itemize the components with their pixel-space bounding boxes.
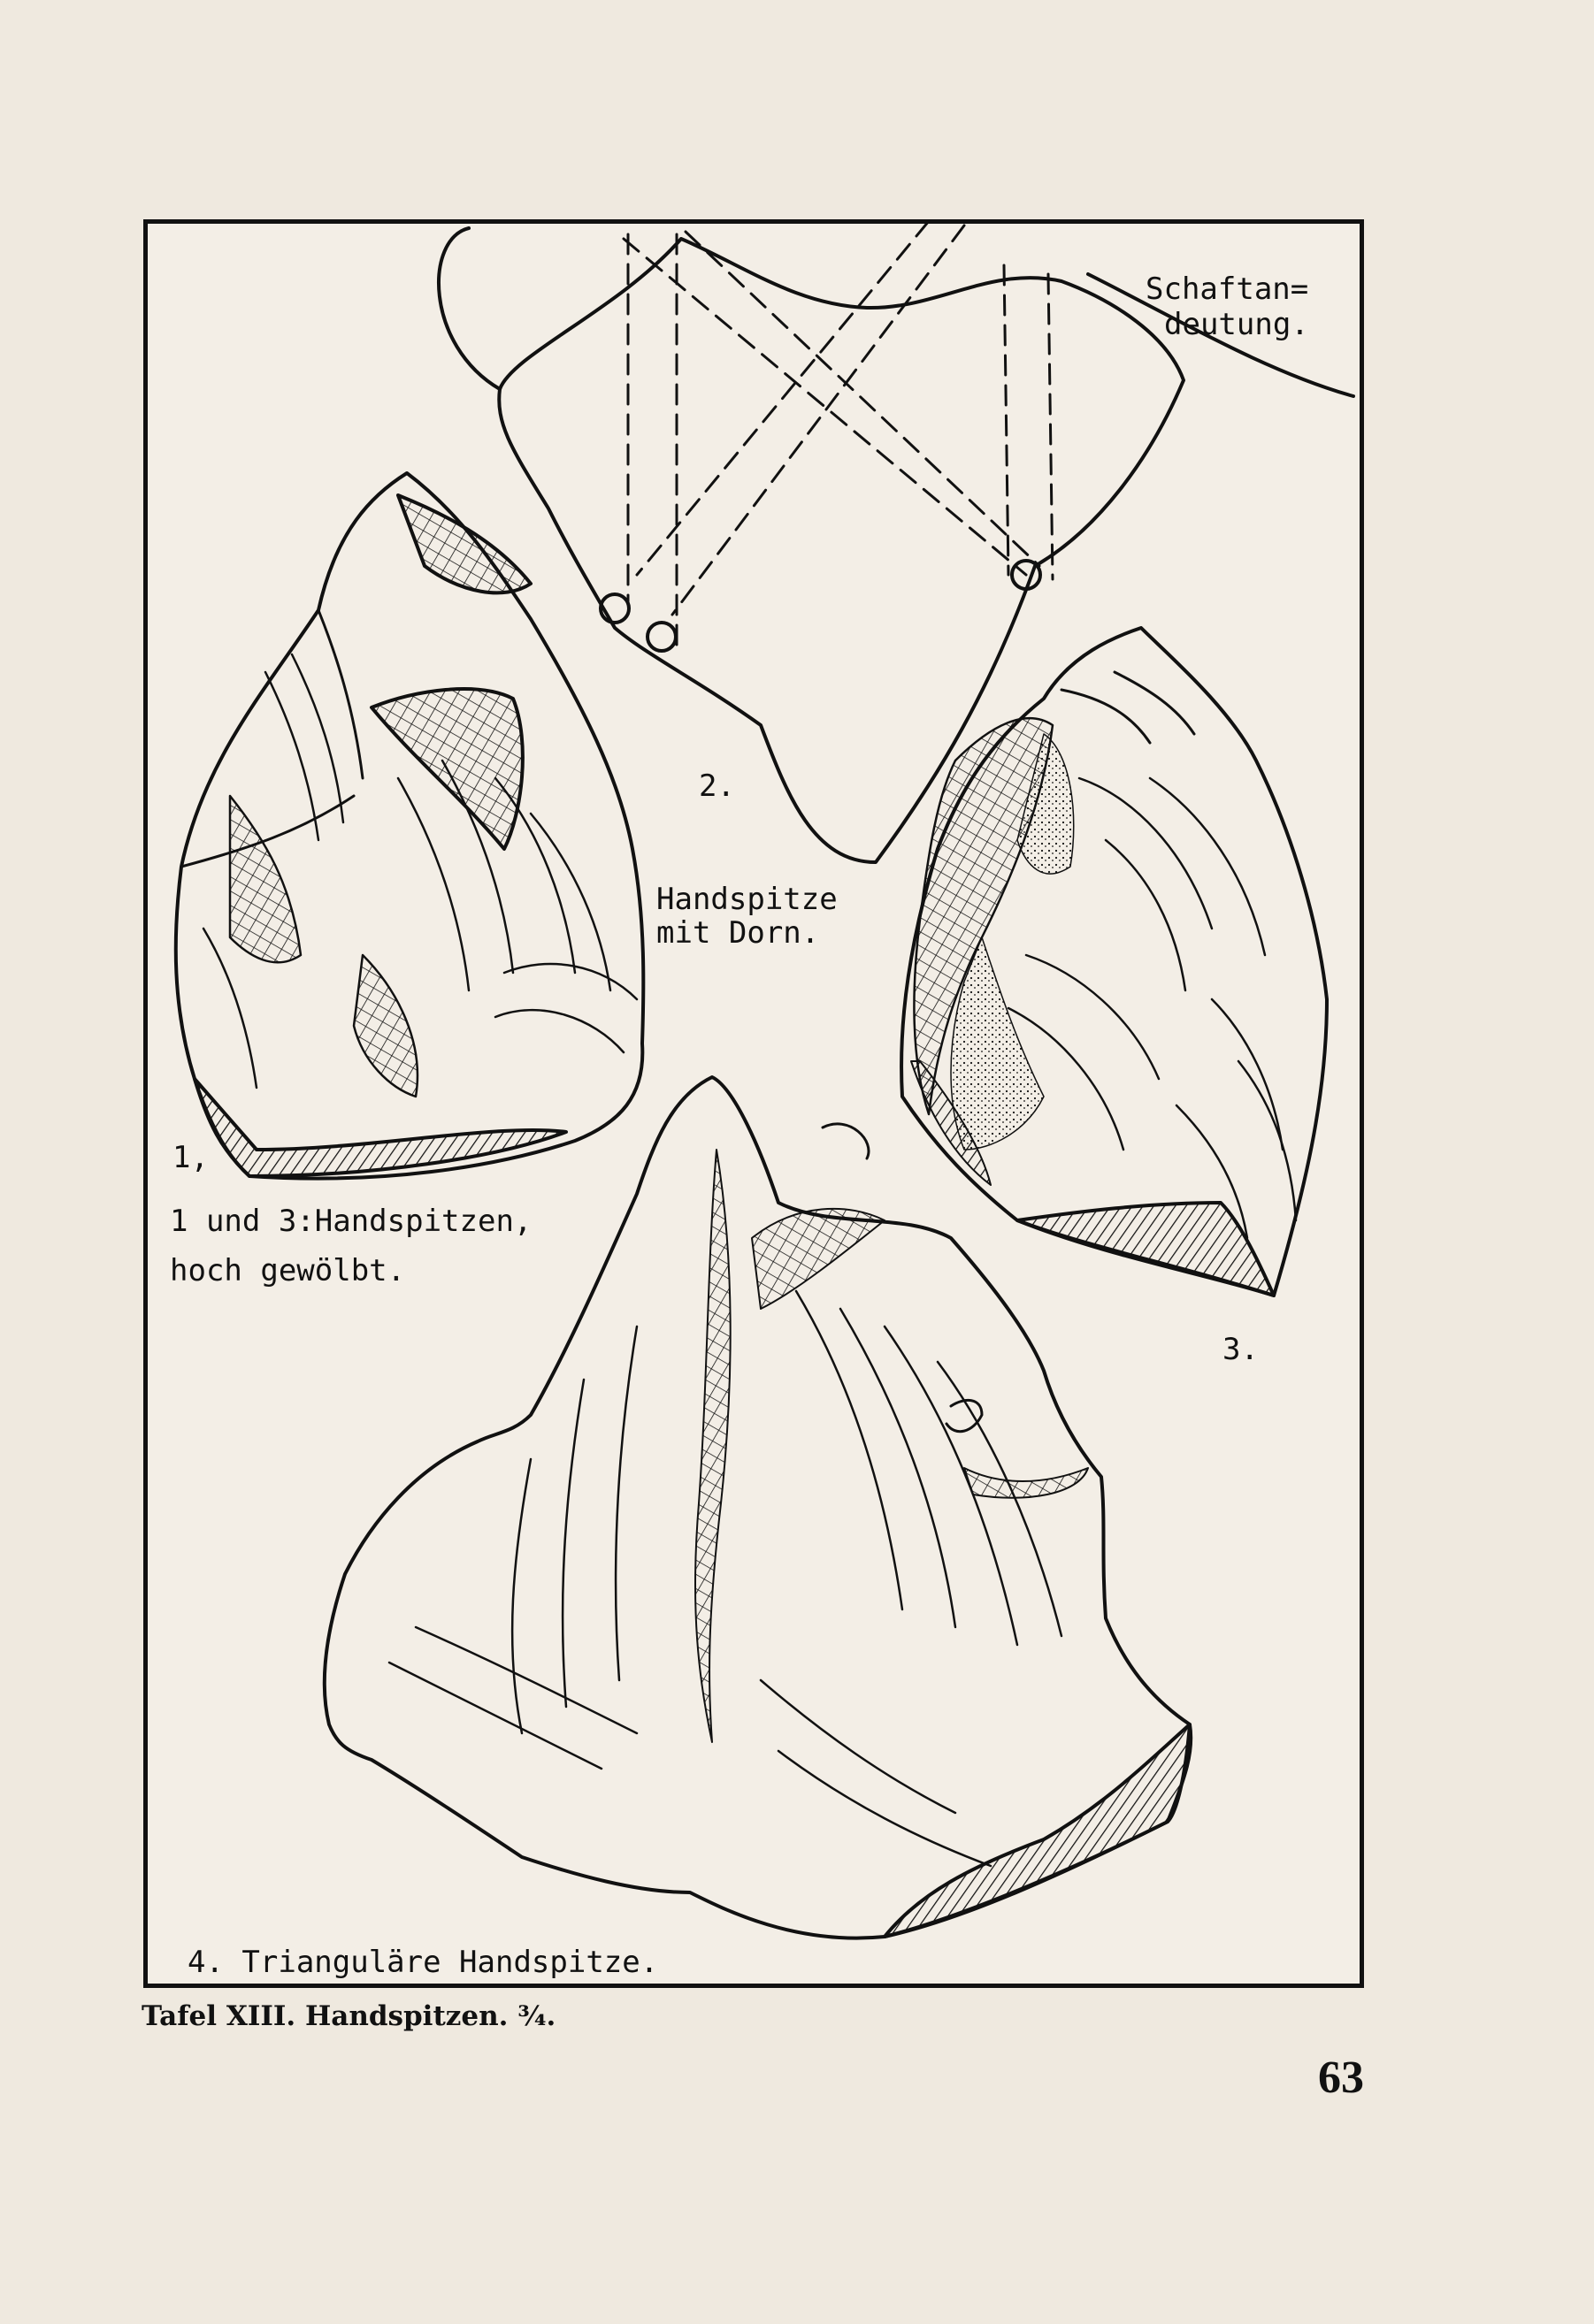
label-desc-1-3-line2: hoch gewölbt. bbox=[170, 1253, 406, 1288]
label-schaftandeutung-line2: deutung. bbox=[1164, 307, 1309, 342]
label-mit-dorn-line2: mit Dorn. bbox=[656, 915, 820, 951]
label-figure-2: 2. bbox=[699, 768, 735, 804]
label-schaftandeutung-line1: Schaftan= bbox=[1146, 271, 1309, 307]
label-desc-1-3-line1: 1 und 3:Handspitzen, bbox=[170, 1204, 533, 1239]
label-figure-1: 1, bbox=[172, 1140, 209, 1175]
artifact-3-drawing bbox=[901, 628, 1327, 1296]
label-figure-4: 4. Trianguläre Handspitze. bbox=[188, 1945, 659, 1980]
artifact-1-drawing bbox=[176, 473, 644, 1179]
plate-caption: Tafel XIII. Handspitzen. ¾. bbox=[142, 2000, 556, 2032]
label-figure-3: 3. bbox=[1222, 1332, 1259, 1367]
artifact-2-outline bbox=[499, 239, 1184, 862]
label-mit-dorn-line1: Handspitze bbox=[656, 882, 838, 917]
page-number: 63 bbox=[1318, 2053, 1364, 2103]
